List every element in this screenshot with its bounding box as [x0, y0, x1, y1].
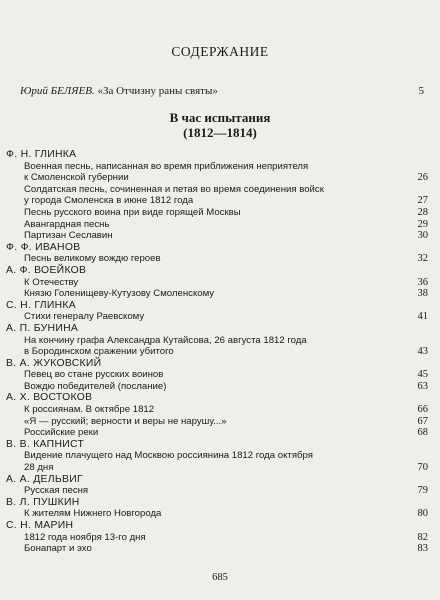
work-page-number: 45: [417, 369, 428, 381]
work-title-line: Певец во стане русских воинов: [24, 369, 164, 381]
work-page-number: 41: [417, 311, 428, 323]
work-title-line: 28 дня: [24, 462, 54, 474]
author-name: В. А. ЖУКОВСКИЙ: [6, 357, 102, 369]
work-page-number: 27: [417, 195, 428, 207]
work-entry: [24, 450, 430, 473]
page-heading: СОДЕРЖАНИЕ: [171, 44, 269, 59]
work-title-line: Российские реки: [24, 427, 99, 439]
work-page-number: 68: [417, 427, 428, 439]
work-entry: [24, 277, 430, 289]
work-page-number: 43: [417, 346, 428, 358]
work-entry: [24, 427, 430, 439]
work-title-line: Видение плачущего над Москвою россиянина 1812 года октября: [24, 450, 313, 462]
work-entry: [24, 543, 430, 555]
work-title-line: Солдатская песнь, сочиненная и петая во время соединения войск: [24, 183, 324, 195]
work-page-number: 70: [417, 462, 428, 474]
author-name: Ф. Ф. ИВАНОВ: [6, 241, 81, 253]
work-page-number: 26: [417, 172, 428, 184]
work-title-line: К Отечеству: [24, 276, 79, 288]
work-page-number: 82: [417, 531, 428, 543]
author-name: А. А. ДЕЛЬВИГ: [6, 473, 83, 485]
intro-title: «За Отчизну раны святы»: [97, 85, 218, 97]
work-entry: [24, 161, 430, 184]
author-name: В. Л. ПУШКИН: [6, 496, 80, 508]
author-name: А. Х. ВОСТОКОВ: [6, 392, 93, 404]
intro-entry: [20, 84, 430, 98]
work-title-line: «Я — русский; верности и веры не нарушу...»: [24, 415, 227, 427]
work-page-number: 79: [417, 485, 428, 497]
work-title-line: у города Смоленска в июне 1812 года: [24, 195, 194, 207]
work-title-line: Князю Голенищеву-Кутузову Смоленскому: [24, 288, 215, 300]
section-title: [0, 110, 440, 140]
author-name: С. Н. МАРИН: [6, 520, 74, 531]
intro-page-number: 5: [418, 85, 424, 97]
work-page-number: 80: [417, 508, 428, 520]
section-years: (1812—1814): [183, 125, 257, 140]
work-page-number: 67: [417, 415, 428, 427]
intro-author: Юрий БЕЛЯЕВ.: [20, 85, 95, 97]
work-title-line: На кончину графа Александра Кутайсова, 26 августа 1812 года: [24, 334, 307, 346]
work-title-line: Бонапарт и эхо: [24, 543, 92, 555]
work-entry: [24, 404, 430, 416]
work-page-number: 29: [417, 218, 428, 230]
work-entry: [24, 219, 430, 231]
work-title-line: Песнь великому вождю героев: [24, 253, 161, 265]
work-title-line: Партизан Сеславин: [24, 230, 113, 242]
author-name: Ф. Н. ГЛИНКА: [6, 149, 77, 160]
work-title-line: в Бородинском сражении убитого: [24, 346, 174, 358]
page-folio: 685: [212, 572, 228, 583]
work-title-line: Авангардная песнь: [24, 218, 110, 230]
work-entry: [24, 532, 430, 544]
work-entry: [24, 416, 430, 428]
work-title-line: Вождю победителей (послание): [24, 380, 167, 392]
work-entry: [24, 485, 430, 497]
work-title-line: 1812 года ноября 13-го дня: [24, 531, 146, 543]
work-page-number: 63: [417, 380, 428, 392]
work-entry: [24, 381, 430, 393]
contents-list: [6, 149, 430, 555]
work-entry: [24, 508, 430, 520]
work-entry: [24, 311, 430, 323]
author-name: А. П. БУНИНА: [6, 322, 79, 334]
author-name: В. В. КАПНИСТ: [6, 438, 85, 450]
work-title-line: К россиянам. В октябре 1812: [24, 404, 155, 416]
work-page-number: 38: [417, 288, 428, 300]
work-title-line: Песнь русского воина при виде горящей Москвы: [24, 206, 241, 218]
author-name: С. Н. ГЛИНКА: [6, 299, 76, 311]
work-title-line: Военная песнь, написанная во время приближения неприятеля: [24, 160, 309, 172]
work-page-number: 83: [417, 543, 428, 555]
section-name: В час испытания: [169, 110, 271, 125]
work-entry: [24, 230, 430, 242]
work-page-number: 66: [417, 404, 428, 416]
work-page-number: 28: [417, 206, 428, 218]
work-page-number: 32: [417, 253, 428, 265]
work-title-line: К жителям Нижнего Новгорода: [24, 508, 162, 520]
work-title-line: Стихи генералу Раевскому: [24, 311, 145, 323]
work-entry: [24, 207, 430, 219]
work-entry: [24, 184, 430, 207]
work-page-number: 30: [417, 230, 428, 242]
author-name: А. Ф. ВОЕЙКОВ: [6, 264, 87, 276]
work-page-number: 36: [417, 276, 428, 288]
work-entry: [24, 288, 430, 300]
work-title-line: Русская песня: [24, 485, 89, 497]
work-entry: [24, 335, 430, 358]
work-entry: [24, 253, 430, 265]
work-entry: [24, 369, 430, 381]
work-title-line: к Смоленской губернии: [24, 172, 129, 184]
